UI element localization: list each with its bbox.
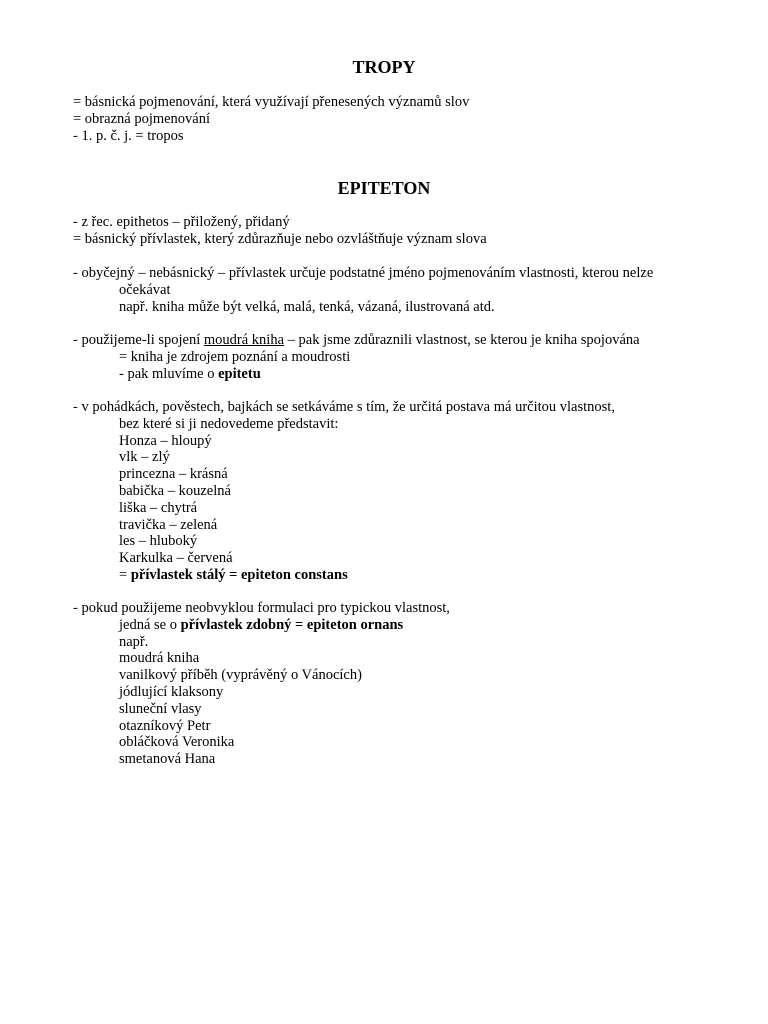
fairy-conclusion xyxy=(73,567,713,584)
tropy-line-1: = básnická pojmenování, která využívají přenesených významů slov xyxy=(73,94,470,110)
fairy-example-3: princezna – krásná xyxy=(119,466,228,483)
fairy-line-2: bez které si ji nedovedeme představit: xyxy=(119,415,339,432)
fairy-example-7: les – hluboký xyxy=(119,533,198,550)
epiteton-intro-line-2: = básnický přívlastek, který zdůrazňuje nebo ozvláštňuje význam slova xyxy=(73,230,487,247)
unusual-example-2: vanilkový příběh (vyprávěný o Vánocích) xyxy=(119,667,362,684)
unusual-line-2-bold: přívlastek zdobný = epiteton ornans xyxy=(180,616,404,633)
fairy-example-1: Honza – hloupý xyxy=(119,432,212,449)
fairy-tale-section xyxy=(73,399,713,584)
heading-epiteton: EPITETON xyxy=(337,178,431,198)
epiteton-intro xyxy=(73,214,713,248)
wise-book-prefix: - použijeme-li spojení xyxy=(73,332,204,348)
unusual-formulation-section xyxy=(73,600,713,768)
wise-book-line-2: = kniha je zdrojem poznání a moudrosti xyxy=(119,348,351,365)
wise-book-line-1 xyxy=(73,332,713,349)
wise-book-suffix: – pak jsme zdůraznili vlastnost, se kterou je kniha spojována xyxy=(284,332,640,348)
fairy-conclusion-prefix: = xyxy=(119,566,131,583)
unusual-line-2 xyxy=(73,617,713,634)
wise-book-section xyxy=(73,332,713,382)
wise-book-underlined: moudrá kniha xyxy=(203,332,285,348)
unusual-example-5: otazníkový Petr xyxy=(119,717,211,734)
unusual-example-7: smetanová Hana xyxy=(119,751,216,768)
unusual-example-1: moudrá kniha xyxy=(119,650,200,667)
tropy-line-2: = obrazná pojmenování xyxy=(73,110,211,127)
wise-book-line-3-bold: epitetu xyxy=(218,365,261,382)
fairy-example-4: babička – kouzelná xyxy=(119,482,231,499)
unusual-example-3: jódlující klaksony xyxy=(119,683,224,700)
fairy-example-5: liška – chytrá xyxy=(119,499,198,516)
wise-book-line-3 xyxy=(73,366,713,383)
unusual-line-3: např. xyxy=(119,633,149,650)
unusual-line-1: - pokud použijeme neobvyklou formulaci pro typickou vlastnost, xyxy=(73,600,450,616)
fairy-example-2: vlk – zlý xyxy=(119,449,170,466)
unusual-example-6: obláčková Veronika xyxy=(119,734,235,751)
ordinary-line-1: - obyčejný – nebásnický – přívlastek určuje podstatné jméno pojmenováním vlastnosti, kterou nelze xyxy=(73,265,654,281)
fairy-example-6: travička – zelená xyxy=(119,516,218,533)
tropy-line-3: - 1. p. č. j. = tropos xyxy=(73,127,184,144)
epiteton-intro-line-1: - z řec. epithetos – přiložený, přidaný xyxy=(73,214,290,230)
unusual-example-4: sluneční vlasy xyxy=(119,700,202,717)
unusual-line-2-prefix: jedná se o xyxy=(119,616,181,633)
ordinary-line-2: očekávat xyxy=(119,281,171,298)
fairy-example-8: Karkulka – červená xyxy=(119,550,233,567)
fairy-line-1: - v pohádkách, pověstech, bajkách se setkáváme s tím, že určitá postava má určitou vlastnost, xyxy=(73,399,615,415)
ordinary-example: např. kniha může být velká, malá, tenká, vázaná, ilustrovaná atd. xyxy=(119,298,495,315)
ordinary-attribute-section xyxy=(73,265,713,315)
wise-book-line-3-prefix: - pak mluvíme o xyxy=(119,365,219,382)
heading-tropy: TROPY xyxy=(352,57,416,77)
fairy-conclusion-bold: přívlastek stálý = epiteton constans xyxy=(130,566,348,583)
tropy-definitions xyxy=(73,94,713,144)
